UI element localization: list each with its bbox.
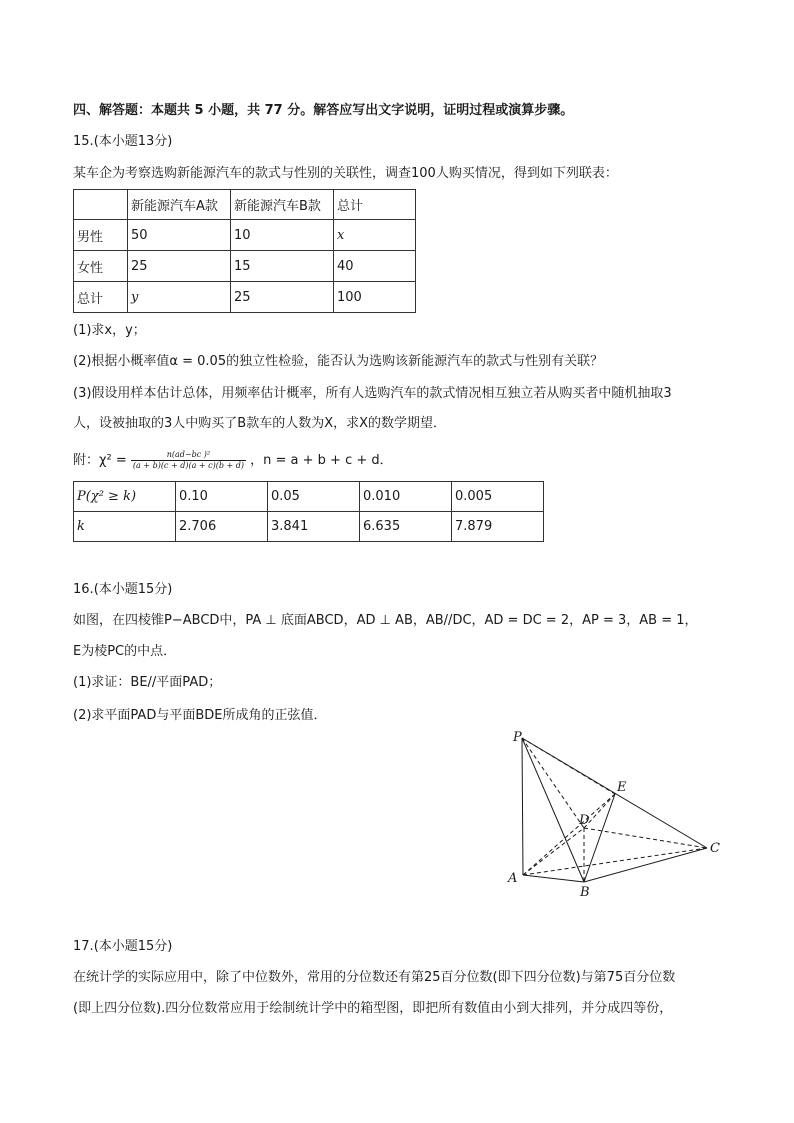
vertex-label-B: B	[580, 885, 590, 900]
table-cell: P(χ² ≥ k)	[74, 482, 176, 512]
table-cell: 50	[128, 220, 231, 251]
q15-intro: 某车企为考察选购新能源汽车的款式与性别的关联性，调查100人购买情况，得到如下列联表：	[73, 166, 618, 181]
edge-AC	[523, 848, 707, 875]
formula-denominator: (a + b)(c + d)(a + c)(b + d)	[132, 461, 244, 470]
q17-points: (本小题15分)	[93, 939, 173, 954]
q15-part3-line1: (3)假设用样本估计总体，用频率估计概率，所有人选购汽车的款式情况相互独立若从购买者中随机抽取3	[73, 386, 672, 401]
q17-line1: 在统计学的实际应用中，除了中位数外，常用的分位数还有第25百分位数(即下四分位数)与第75百分位数	[73, 970, 676, 985]
pyramid-figure	[500, 724, 730, 904]
vertex-label-P: P	[513, 730, 522, 745]
table-cell: 3.841	[268, 512, 360, 542]
q16-number: 16.	[73, 582, 94, 597]
table-cell: 新能源汽车A款	[128, 190, 231, 220]
formula-label: 附：χ² =	[73, 453, 127, 468]
chi-square-formula	[73, 450, 393, 472]
q16-part2: (2)求平面PAD与平面BDE所成角的正弦值．	[73, 708, 327, 723]
table-cell: 0.10	[176, 482, 268, 512]
edge-PD	[522, 738, 584, 828]
table-header-row	[74, 190, 416, 220]
edge-AD	[523, 828, 584, 875]
table-cell: k	[74, 512, 176, 542]
q15-part3-line2: 人，设被抽取的3人中购买了B款车的人数为X，求X的数学期望．	[73, 416, 447, 431]
section-header: 四、解答题：本题共 5 小题，共 77 分。解答应写出文字说明，证明过程或演算步骤。	[73, 103, 574, 118]
critical-value-table	[73, 481, 544, 542]
edge-BE	[584, 794, 615, 882]
vertex-label-C: C	[710, 841, 720, 856]
table-row	[74, 251, 416, 282]
q15-part1: (1)求x，y；	[73, 323, 146, 338]
table-cell: 100	[334, 282, 416, 313]
table-cell: 15	[231, 251, 334, 282]
table-cell: 7.879	[452, 512, 544, 542]
table-cell: 女性	[74, 251, 128, 282]
q17-heading	[73, 938, 172, 956]
q15-part2: (2)根据小概率值α = 0.05的独立性检验，能否认为选购该新能源汽车的款式与性别有关联？	[73, 354, 604, 369]
edge-AB	[523, 875, 584, 882]
q16-line1: 如图，在四棱锥P−ABCD中，PA ⊥ 底面ABCD，AD ⊥ AB，AB//DC，AD = DC = 2，AP = 3，AB = 1，	[73, 613, 698, 628]
table-cell: 25	[128, 251, 231, 282]
vertex-label-A: A	[508, 871, 518, 886]
table-header-row	[74, 482, 544, 512]
table-cell: 0.010	[360, 482, 452, 512]
table-cell: 2.706	[176, 512, 268, 542]
vertex-label-D: D	[579, 813, 590, 828]
q15-heading	[73, 133, 172, 151]
table-cell: 新能源汽车B款	[231, 190, 334, 220]
table-cell: 40	[334, 251, 416, 282]
q16-part1: (1)求证：BE//平面PAD；	[73, 675, 222, 690]
table-cell: 25	[231, 282, 334, 313]
table-cell: 6.635	[360, 512, 452, 542]
table-cell: y	[128, 282, 231, 313]
table-cell: 总计	[74, 282, 128, 313]
vertex-label-E: E	[617, 780, 627, 795]
table-row	[74, 220, 416, 251]
table-cell: 10	[231, 220, 334, 251]
formula-fraction	[131, 450, 246, 471]
table-cell: 0.05	[268, 482, 360, 512]
formula-tail: ，n = a + b + c + d．	[250, 453, 393, 468]
q16-points: (本小题15分)	[93, 582, 173, 597]
edge-BC	[584, 848, 707, 882]
table-cell	[74, 190, 128, 220]
table-cell: 0.005	[452, 482, 544, 512]
q17-number: 17.	[73, 939, 94, 954]
contingency-table	[73, 189, 416, 313]
edge-PB	[522, 738, 584, 882]
table-cell: 总计	[334, 190, 416, 220]
q15-number: 15.	[73, 134, 94, 149]
table-row	[74, 512, 544, 542]
table-cell: 男性	[74, 220, 128, 251]
edge-PC	[522, 738, 707, 848]
table-row	[74, 282, 416, 313]
edge-PA	[522, 738, 523, 875]
q15-points: (本小题13分)	[93, 134, 173, 149]
q16-heading	[73, 581, 172, 599]
q17-line2: (即上四分位数).四分位数常应用于绘制统计学中的箱型图，即把所有数值由小到大排列，并分成四等份，	[73, 1001, 673, 1016]
table-cell: x	[334, 220, 416, 251]
formula-numerator: n(ad−bc )²	[131, 450, 246, 461]
q16-line2: E为棱PC的中点．	[73, 644, 177, 659]
